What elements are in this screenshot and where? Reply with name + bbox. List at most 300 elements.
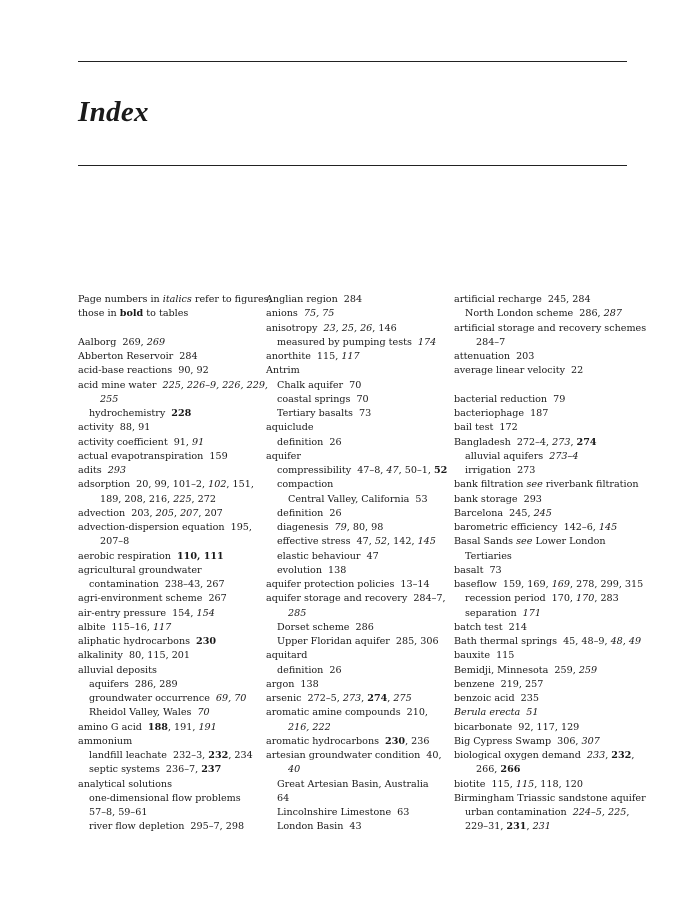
page-refs: 293: [523, 493, 542, 505]
page-refs: 189, 208, 216, 225, 272: [100, 493, 216, 505]
index-heading: Anglian region: [266, 294, 338, 305]
index-entry: [454, 350, 534, 364]
index-entry: [454, 649, 514, 663]
page-refs: 293: [107, 465, 127, 476]
index-heading: separation: [465, 607, 517, 619]
index-entry: [78, 507, 223, 521]
page-refs: 45, 48–9, 48, 49: [563, 636, 642, 647]
index-heading: bank storage: [454, 493, 518, 505]
index-entry-continuation: [100, 393, 118, 407]
page-refs: 40: [288, 764, 301, 776]
index-heading: river flow depletion: [89, 821, 185, 833]
page-refs: 91, 91: [173, 436, 205, 448]
index-heading: aromatic amine compounds: [266, 707, 401, 719]
page-refs: 73: [489, 564, 502, 576]
page-refs: 284: [343, 294, 363, 305]
index-entry: [89, 692, 246, 706]
index-entry: [277, 436, 342, 450]
index-heading: Tertiary basalts: [277, 408, 353, 419]
page-refs: 57–8, 59–61: [89, 807, 148, 818]
index-heading: Chalk aquifer: [277, 379, 344, 391]
index-entry-continuation: [465, 550, 512, 564]
index-heading: adsorption: [78, 479, 131, 491]
index-entry: [454, 578, 643, 592]
index-heading: contamination: [89, 579, 159, 590]
page-refs: 228: [171, 408, 192, 419]
page-refs: 43: [349, 821, 362, 833]
index-entry: [78, 521, 252, 535]
index-entry: [277, 393, 369, 407]
index-entry: [277, 478, 333, 492]
index-heading: one-dimensional flow problems: [89, 792, 241, 804]
index-heading: advection-dispersion equation: [78, 522, 225, 533]
page-refs: 23, 25, 26, 146: [323, 322, 397, 334]
index-entry-continuation: [288, 763, 300, 777]
index-entry: [78, 635, 216, 649]
index-heading: activity coefficient: [78, 436, 168, 448]
index-entry: [266, 421, 314, 435]
page-refs: 267: [208, 593, 227, 605]
page-refs: 26: [329, 664, 342, 676]
page-refs: 110, 111: [176, 550, 224, 562]
index-heading: Tertiaries: [465, 550, 512, 562]
page-refs: 20, 99, 101–2, 102, 151,: [136, 479, 254, 491]
page-refs: 273–4: [549, 450, 579, 462]
index-heading: bauxite: [454, 650, 491, 662]
index-entry: [288, 493, 428, 507]
index-entry: [277, 820, 362, 834]
index-entry: [454, 792, 646, 806]
page-refs: 171: [522, 607, 541, 619]
index-heading: landfill leachate: [89, 750, 167, 761]
index-heading: Great Artesian Basin, Australia: [277, 778, 429, 790]
index-entry: [78, 735, 132, 749]
index-entry: [454, 322, 646, 336]
index-entry: [454, 635, 641, 649]
page-refs: 286, 289: [134, 678, 178, 690]
index-heading: Lincolnshire Limestone: [277, 807, 392, 818]
page-refs: 40,: [426, 750, 442, 761]
index-note-line: Page numbers in italics refer to figures;: [78, 294, 272, 305]
index-entry: [89, 763, 221, 777]
index-entry: [454, 421, 518, 435]
page-refs: 235: [520, 693, 539, 704]
page-refs: 70: [356, 393, 369, 405]
index-entry: [277, 635, 439, 649]
index-entry: [266, 678, 319, 692]
index-heading: aliphatic hydrocarbons: [78, 636, 191, 647]
index-entry: [78, 421, 150, 435]
index-heading: batch test: [454, 621, 503, 633]
page-refs: 259, 259: [554, 664, 598, 676]
page-refs: 269, 269: [122, 336, 166, 348]
index-heading: compressibility: [277, 465, 352, 476]
index-entry-continuation: [476, 336, 505, 350]
page-refs: 138: [300, 678, 319, 690]
index-entry-continuation: [465, 820, 551, 834]
index-entry: [266, 364, 300, 378]
page-refs: 286, 287: [579, 308, 622, 320]
page-refs: 170, 170, 283: [551, 593, 619, 605]
index-entry: [465, 592, 619, 606]
page-refs: 22: [571, 365, 584, 377]
index-entry: [78, 464, 126, 478]
index-heading: compaction: [277, 479, 334, 491]
page-refs: 138: [328, 564, 347, 576]
page-refs: 172: [499, 422, 518, 434]
page-refs: 80, 115, 201: [128, 650, 191, 662]
index-entry: [454, 364, 583, 378]
index-entry: [277, 550, 379, 564]
page-refs: 75, 75: [303, 308, 335, 320]
page-title: Index: [78, 96, 149, 128]
page-refs: 236–7, 237: [165, 764, 222, 776]
index-heading: analytical solutions: [78, 778, 172, 790]
index-entry: [78, 436, 204, 450]
index-heading: amino G acid: [78, 721, 142, 733]
page-refs: 115: [496, 650, 515, 662]
page-refs: 92, 117, 129: [518, 721, 580, 733]
index-entry: [78, 649, 190, 663]
index-entry: [78, 778, 172, 792]
index-heading: agricultural groundwater: [78, 564, 202, 576]
page-refs: 214: [508, 621, 527, 633]
page-refs: 210,: [406, 707, 428, 719]
index-heading: hydrochemistry: [89, 408, 166, 419]
index-entry: [454, 735, 600, 749]
index-entry: [454, 521, 617, 535]
index-heading: agri-environment scheme: [78, 593, 203, 605]
page-refs: 285: [288, 607, 307, 619]
page-refs: 207–8: [100, 536, 130, 548]
page-refs: 273: [517, 465, 536, 476]
index-entry: [266, 578, 430, 592]
index-heading: effective stress: [277, 536, 351, 548]
index-heading: air-entry pressure: [78, 607, 167, 619]
page-refs: 73: [358, 408, 372, 419]
index-heading: aquifers: [89, 678, 129, 690]
index-entry: [266, 592, 446, 606]
index-heading: average linear velocity: [454, 365, 565, 377]
index-heading: Barcelona: [454, 507, 504, 519]
index-entry: [78, 550, 224, 564]
index-entry-continuation: [100, 493, 216, 507]
page-refs: 47, 52, 142, 145: [356, 536, 436, 548]
page-refs: 79, 80, 98: [334, 522, 384, 533]
index-entry: [89, 749, 253, 763]
page-refs: 284: [179, 351, 198, 362]
index-entry: [89, 678, 178, 692]
index-heading: Berula erecta: [454, 707, 521, 719]
index-heading: Upper Floridan aquifer: [277, 636, 390, 647]
index-heading: biotite: [454, 778, 486, 790]
index-heading: alluvial deposits: [78, 664, 157, 676]
index-entry: [78, 621, 171, 635]
index-entry: [465, 806, 629, 820]
index-entry: [266, 322, 397, 336]
page-refs: 47–8, 47, 50–1, 52: [357, 465, 448, 476]
index-entry: [266, 350, 360, 364]
index-heading: bank filtration see riverbank filtration: [454, 479, 639, 491]
page-refs: 154, 154: [172, 607, 215, 619]
index-entry: [465, 607, 541, 621]
index-heading: aquifer storage and recovery: [266, 593, 408, 605]
index-heading: Bath thermal springs: [454, 636, 558, 647]
index-entry: [78, 664, 157, 678]
index-heading: Basal Sands see Lower London: [454, 536, 606, 548]
index-entry: [78, 336, 165, 350]
title-rule: [78, 165, 627, 166]
index-entry: [454, 493, 542, 507]
index-entry: [277, 464, 447, 478]
index-entry: [266, 307, 334, 321]
index-heading: anions: [266, 308, 298, 320]
index-heading: adits: [78, 465, 102, 476]
index-heading: recession period: [465, 593, 546, 605]
index-entry: [454, 436, 597, 450]
page-refs: 306, 307: [557, 735, 600, 747]
index-entry: [78, 607, 215, 621]
index-heading: Bemidji, Minnesota: [454, 664, 549, 676]
page-refs: 115, 115, 118, 120: [491, 778, 584, 790]
page-refs: 70: [349, 379, 362, 391]
index-heading: bicarbonate: [454, 721, 513, 733]
index-entry: [454, 664, 597, 678]
index-heading: artificial storage and recovery schemes: [454, 322, 647, 334]
page-refs: 233, 232,: [586, 750, 635, 761]
index-heading: advection: [78, 507, 126, 519]
index-heading: London Basin: [277, 821, 344, 833]
page-refs: 224–5, 225,: [572, 807, 630, 818]
index-heading: Dorset scheme: [277, 621, 350, 633]
index-entry: [277, 336, 436, 350]
index-heading: benzene: [454, 678, 495, 690]
index-heading: acid-base reactions: [78, 365, 173, 377]
page-refs: 230, 236: [385, 735, 430, 747]
page-refs: 232–3, 232, 234: [172, 750, 253, 761]
index-entry: [454, 706, 538, 720]
page-refs: 284–7: [476, 336, 506, 348]
index-entry: [277, 407, 371, 421]
index-heading: coastal springs: [277, 393, 351, 405]
index-heading: aquiclude: [266, 422, 314, 434]
page-refs: 26: [329, 507, 342, 519]
page-refs: 203: [516, 351, 535, 362]
index-heading: septic systems: [89, 764, 160, 776]
index-entry: [454, 507, 552, 521]
page-refs: 47: [366, 550, 379, 562]
index-entry-continuation: [476, 763, 520, 777]
index-heading: basalt: [454, 564, 484, 576]
index-entry: [78, 564, 202, 578]
page-refs: 63: [397, 807, 410, 818]
page-refs: 195,: [230, 522, 252, 533]
index-heading: aerobic respiration: [78, 550, 171, 562]
index-heading: aquifer: [266, 450, 301, 462]
index-heading: Big Cypress Swamp: [454, 735, 552, 747]
index-entry: [277, 564, 346, 578]
index-entry: [89, 820, 244, 834]
index-entry: [454, 621, 527, 635]
index-heading: baseflow: [454, 579, 497, 590]
index-heading: artesian groundwater condition: [266, 750, 421, 761]
index-heading: Aalborg: [78, 336, 117, 348]
index-note-line: those in bold to tables: [78, 308, 189, 320]
page-refs: 159, 169, 169, 278, 299, 315: [502, 579, 644, 590]
page-refs: 285, 306: [395, 636, 439, 647]
index-heading: Bangladesh: [454, 436, 511, 448]
page-refs: 295–7, 298: [190, 821, 245, 833]
index-entry: [78, 379, 268, 393]
page-refs: 284–7,: [413, 593, 446, 605]
index-heading: aromatic hydrocarbons: [266, 735, 380, 747]
index-heading: anorthite: [266, 351, 311, 362]
index-entry: [266, 692, 412, 706]
page-refs: 70: [197, 707, 210, 719]
index-entry: [277, 778, 429, 792]
index-entry: [454, 721, 579, 735]
index-entry-continuation: [100, 535, 129, 549]
page-refs: 51: [526, 707, 539, 719]
index-heading: arsenic: [266, 693, 302, 704]
index-entry: [78, 350, 198, 364]
page-refs: 203, 205, 207, 207: [131, 507, 223, 519]
index-entry-continuation: [277, 792, 289, 806]
page-refs: 266, 266: [476, 764, 521, 776]
index-heading: benzoic acid: [454, 693, 515, 704]
index-entry: [266, 749, 442, 763]
index-heading: attenuation: [454, 351, 511, 362]
index-entry-continuation: [89, 806, 147, 820]
index-entry: [89, 706, 210, 720]
index-entry: [277, 621, 374, 635]
index-heading: Abberton Reservoir: [78, 351, 174, 362]
page-refs: 64: [277, 792, 290, 804]
index-heading: barometric efficiency: [454, 522, 558, 533]
index-entry: [266, 293, 362, 307]
index-entry: [277, 507, 342, 521]
index-entry: [266, 706, 428, 720]
index-entry: [78, 364, 209, 378]
page-refs: 115, 117: [316, 351, 360, 362]
page-refs: 187: [530, 408, 549, 419]
index-heading: North London scheme: [465, 308, 574, 320]
index-entry: [277, 664, 342, 678]
index-heading: alluvial aquifers: [465, 450, 544, 462]
index-entry-continuation: [288, 721, 331, 735]
index-heading: albite: [78, 621, 106, 633]
index-heading: bacterial reduction: [454, 393, 548, 405]
page-refs: 272–5, 273, 274, 275: [307, 693, 412, 704]
page-refs: 225, 226–9, 226, 229,: [162, 379, 268, 391]
page-refs: 115–16, 117: [111, 621, 172, 633]
index-heading: actual evapotranspiration: [78, 450, 204, 462]
index-heading: acid mine water: [78, 379, 157, 391]
index-entry: [454, 692, 539, 706]
index-entry: [78, 592, 227, 606]
page-refs: 142–6, 145: [563, 522, 618, 533]
index-entry: [465, 464, 535, 478]
index-heading: activity: [78, 422, 114, 434]
page-refs: 53: [415, 493, 428, 505]
index-entry: [454, 535, 606, 549]
index-heading: measured by pumping tests: [277, 336, 412, 348]
index-entry: [266, 649, 307, 663]
index-heading: ammonium: [78, 735, 133, 747]
index-heading: evolution: [277, 564, 322, 576]
index-entry: [89, 407, 191, 421]
index-heading: alkalinity: [78, 650, 123, 662]
index-heading: irrigation: [465, 465, 512, 476]
top-rule: [78, 61, 627, 62]
index-heading: elastic behaviour: [277, 550, 361, 562]
index-entry: [454, 393, 565, 407]
page-refs: 230: [196, 636, 217, 647]
page-refs: 286: [355, 621, 374, 633]
index-entry: [277, 379, 361, 393]
index-entry: [454, 678, 543, 692]
index-entry: [454, 293, 591, 307]
index-entry: [78, 450, 228, 464]
index-heading: Rheidol Valley, Wales: [89, 707, 192, 719]
index-heading: bail test: [454, 422, 494, 434]
index-heading: artificial recharge: [454, 294, 542, 305]
index-entry-continuation: [288, 607, 306, 621]
index-entry: [277, 806, 409, 820]
index-heading: Central Valley, California: [288, 493, 410, 505]
index-entry: [465, 450, 578, 464]
index-heading: groundwater occurrence: [89, 693, 210, 704]
index-heading: Antrim: [266, 365, 300, 377]
page-refs: 238–43, 267: [164, 579, 225, 590]
page-refs: 245, 245: [509, 507, 552, 519]
index-heading: Birmingham Triassic sandstone aquifer: [454, 792, 646, 804]
index-entry-continuation: [89, 578, 225, 592]
index-heading: diagenesis: [277, 522, 329, 533]
page-refs: 216, 222: [288, 721, 331, 733]
index-heading: urban contamination: [465, 807, 567, 818]
page-refs: 245, 284: [547, 294, 591, 305]
index-heading: aquifer protection policies: [266, 579, 395, 590]
index-heading: anisotropy: [266, 322, 318, 334]
page-refs: 229–31, 231, 231: [465, 821, 551, 833]
page-refs: 88, 91: [119, 422, 151, 434]
index-heading: argon: [266, 678, 295, 690]
index-entry: [89, 792, 241, 806]
index-heading: bacteriophage: [454, 408, 525, 419]
index-heading: definition: [277, 664, 324, 676]
index-entry: [78, 478, 254, 492]
index-entry: [277, 535, 436, 549]
page-refs: 79: [553, 393, 566, 405]
index-entry: [465, 307, 622, 321]
index-entry: [454, 564, 502, 578]
page-refs: 174: [417, 336, 437, 348]
index-heading: biological oxygen demand: [454, 750, 581, 761]
index-entry: [454, 778, 583, 792]
page-refs: 26: [329, 436, 342, 448]
index-entry: [277, 521, 383, 535]
page-refs: 13–14: [400, 579, 430, 590]
page-refs: 69, 70: [215, 693, 247, 704]
index-entry: [78, 721, 217, 735]
index-heading: definition: [277, 436, 324, 448]
index-heading: definition: [277, 507, 324, 519]
page-refs: 272–4, 273, 274: [516, 436, 597, 448]
page-refs: 219, 257: [500, 678, 544, 690]
index-entry: [266, 450, 301, 464]
index-entry: [266, 735, 430, 749]
